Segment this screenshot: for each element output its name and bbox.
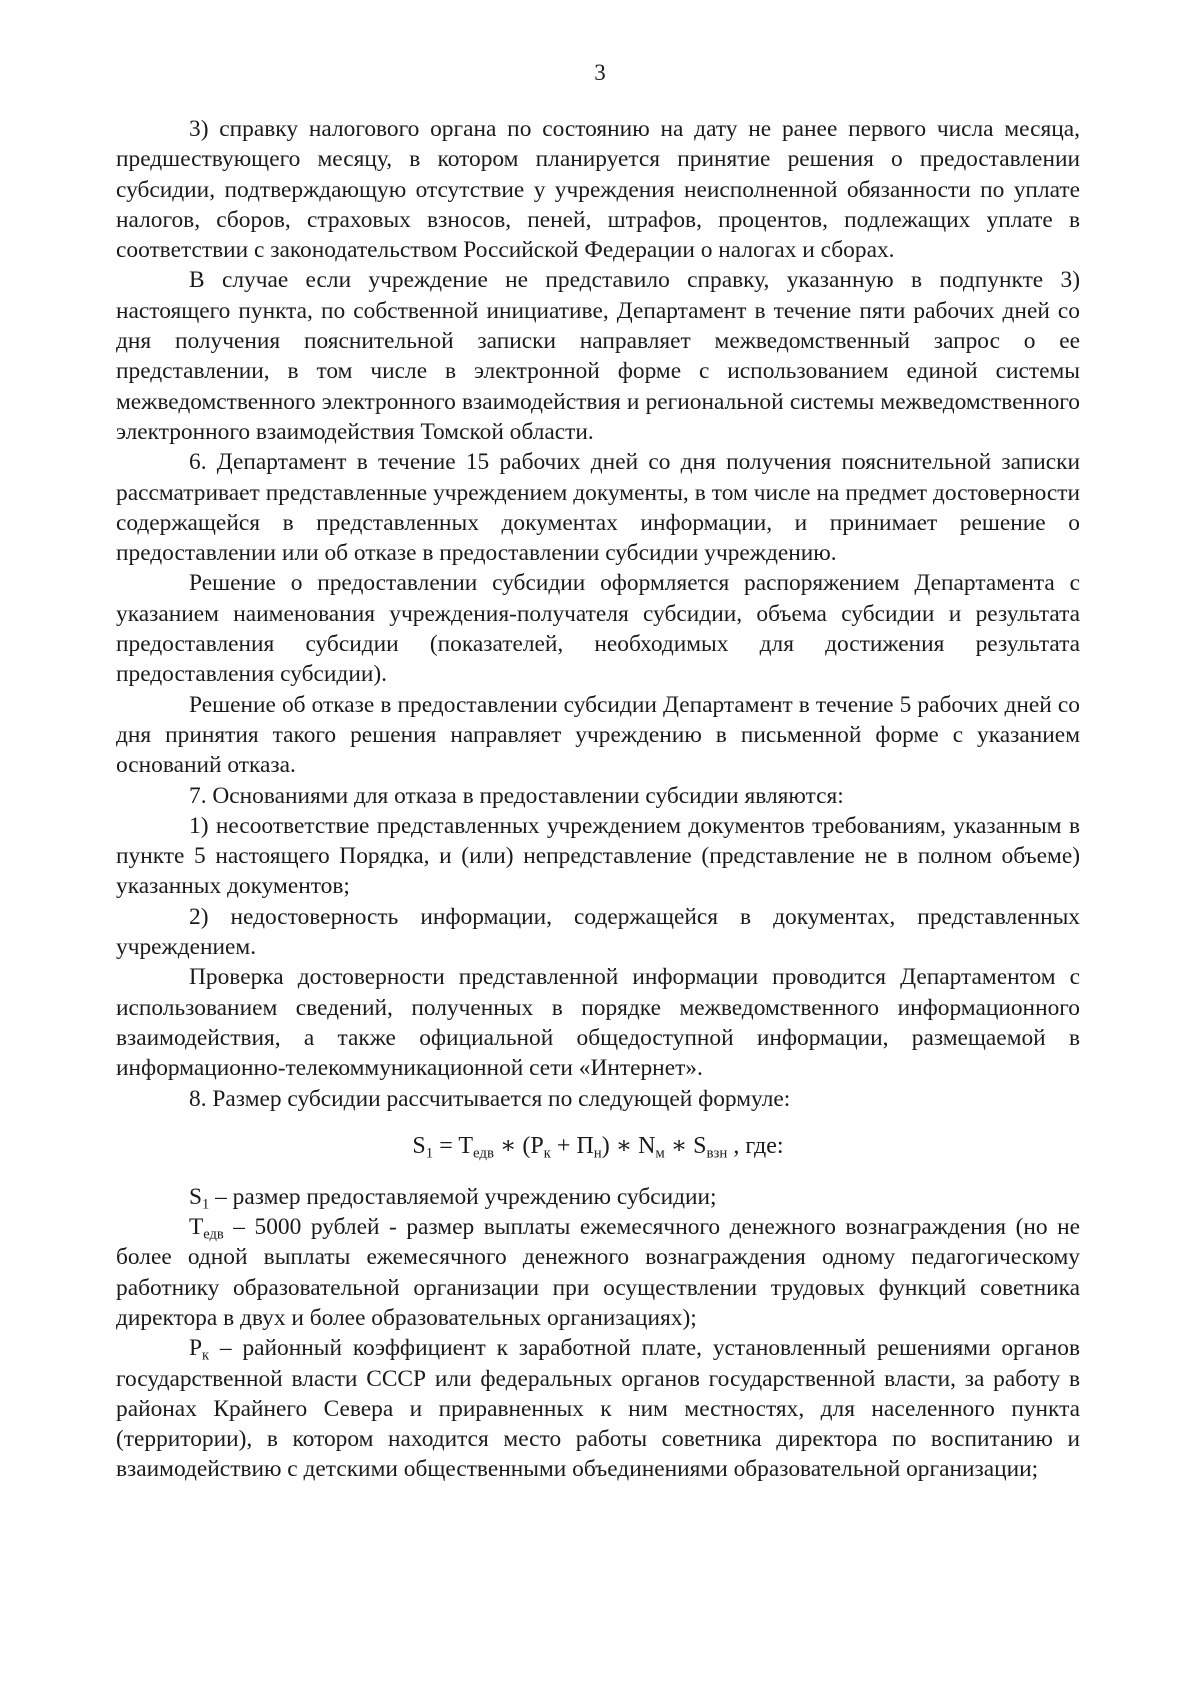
formula-op2: ) ∗ bbox=[601, 1132, 639, 1159]
paragraph-refusal-decision: Решение об отказе в предоставлении субсидии Департамент в течение 5 рабочих дней со дня принятия такого решения направляет учреждению в письменной форме с указанием оснований отказа. bbox=[116, 691, 1080, 779]
definition-pk-text: – районный коэффициент к заработной плате, установленный решениями органов государственной власти СССР или федеральных органов государственной власти, за работу в районах Крайнего Севера и приравненных к ним местностях, для населенного пункта (территории), в котором находится место работы советника директора по воспитанию и взаимодействию с детскими общественными объединениями образовательной организации; bbox=[116, 1335, 1080, 1483]
definition-s1-symbol: S bbox=[189, 1183, 203, 1210]
formula-s1-sub: 1 bbox=[425, 1145, 434, 1162]
formula-op1: ∗ ( bbox=[494, 1132, 531, 1159]
definition-pk-symbol: P bbox=[189, 1335, 203, 1362]
paragraph-point-6: 6. Департамент в течение 15 рабочих дней со дня получения пояснительной записки рассматривает представленные учреждением документы, в том числе на предмет достоверности содержащейся в представленных документах информации, и принимает решение о предоставлении или об отказе в предоставлении субсидии учреждению. bbox=[116, 449, 1080, 567]
formula-pi: П bbox=[576, 1132, 594, 1159]
paragraph-refusal-reason-2: 2) недостоверность информации, содержащейся в документах, представленных учреждением. bbox=[116, 903, 1080, 961]
document-body bbox=[116, 114, 1080, 1485]
formula-n: N bbox=[638, 1132, 656, 1159]
formula-pi-sub: н bbox=[593, 1145, 602, 1162]
formula-p-sub: к bbox=[543, 1145, 551, 1162]
formula-tail: , где: bbox=[727, 1132, 784, 1159]
formula-op3: ∗ bbox=[664, 1132, 694, 1159]
formula-p: P bbox=[530, 1132, 544, 1159]
paragraph-verification: Проверка достоверности представленной информации проводится Департаментом с использованием сведений, полученных в порядке межведомственного информационного взаимодействия, а также официальной общедоступной информации, размещаемой в информационно-телекоммуникационной сети «Интернет». bbox=[116, 964, 1080, 1082]
definition-pk-sub: к bbox=[202, 1347, 210, 1364]
formula-s: S bbox=[693, 1132, 707, 1159]
definition-s1 bbox=[116, 1182, 1080, 1212]
definition-tedv-sub: едв bbox=[203, 1226, 224, 1243]
paragraph-refusal-reason-1: 1) несоответствие представленных учреждением документов требованиям, указанным в пункте 5 настоящего Порядка, и (или) непредставление (представление не в полном объеме) указанных документов; bbox=[116, 812, 1080, 900]
formula-s-sub: взн bbox=[706, 1145, 728, 1162]
page-number: 3 bbox=[594, 60, 606, 85]
paragraph-point-8: 8. Размер субсидии рассчитывается по следующей формуле: bbox=[189, 1085, 791, 1112]
definition-s1-text: – размер предоставляемой учреждению субсидии; bbox=[209, 1183, 717, 1210]
subsidy-formula bbox=[116, 1128, 1080, 1164]
formula-t-sub: едв bbox=[473, 1145, 494, 1162]
definition-tedv-text: – 5000 рублей - размер выплаты ежемесячного денежного вознаграждения (но не более одной выплаты ежемесячного денежного вознаграждения одному педагогическому работнику образовательной организации при осуществлении трудовых функций советника директора в двух и более образовательных организациях); bbox=[116, 1214, 1080, 1331]
formula-s1: S bbox=[412, 1132, 426, 1159]
formula-plus: + bbox=[550, 1132, 577, 1159]
formula-n-sub: м bbox=[655, 1145, 665, 1162]
definition-tedv-symbol: T bbox=[189, 1214, 204, 1241]
definition-tedv bbox=[116, 1212, 1080, 1333]
definition-pk bbox=[116, 1333, 1080, 1484]
paragraph-item-3: 3) справку налогового органа по состоянию на дату не ранее первого числа месяца, предшествующего месяцу, в котором планируется принятие решения о предоставлении субсидии, подтверждающую отсутствие у учреждения неисполненной обязанности по уплате налогов, сборов, страховых взносов, пеней, штрафов, процентов, подлежащих уплате в соответствии с законодательством Российской Федерации о налогах и сборах. bbox=[116, 116, 1080, 264]
paragraph-point-7: 7. Основаниями для отказа в предоставлении субсидии являются: bbox=[189, 782, 844, 809]
definition-s1-sub: 1 bbox=[202, 1196, 210, 1213]
paragraph-interdepartmental-request: В случае если учреждение не представило справку, указанную в подпункте 3) настоящего пункта, по собственной инициативе, Департамент в течение пяти рабочих дней со дня получения пояснительной записки направляет межведомственный запрос о ее представлении, в том числе в электронной форме с использованием единой системы межведомственного электронного взаимодействия и региональной системы межведомственного электронного взаимодействия Томской области. bbox=[116, 267, 1080, 445]
formula-t: T bbox=[458, 1132, 473, 1159]
paragraph-grant-decision: Решение о предоставлении субсидии оформляется распоряжением Департамента с указанием наименования учреждения-получателя субсидии, объема субсидии и результата предоставления субсидии (показателей, необходимых для достижения результата предоставления субсидии). bbox=[116, 570, 1080, 688]
formula-eq: = bbox=[433, 1132, 459, 1159]
